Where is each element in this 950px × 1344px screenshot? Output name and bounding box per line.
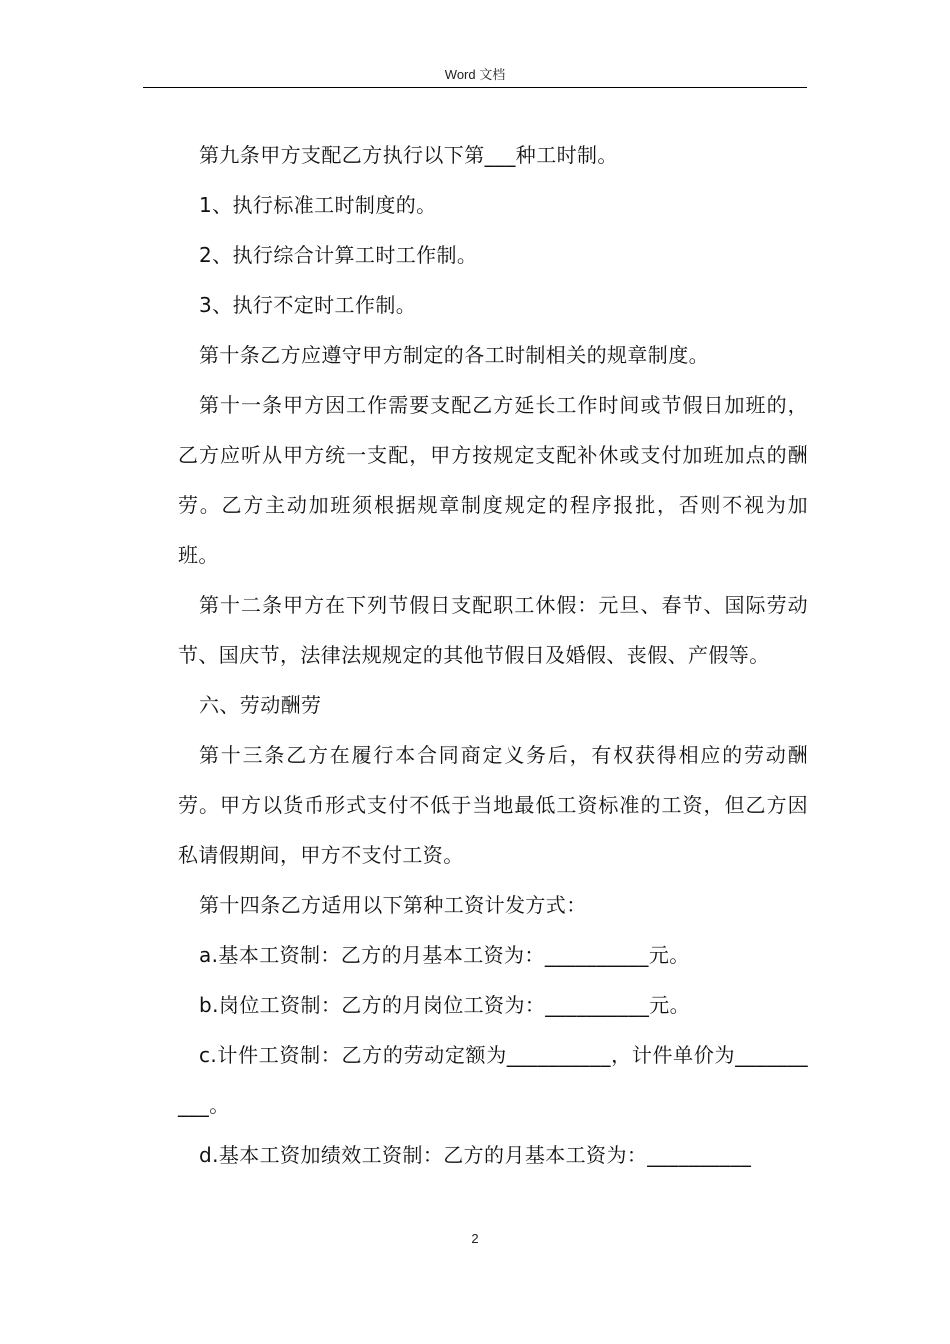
list-item: c.计件工资制：乙方的劳动定额为__________，计件单价为__________。 [178,1043,808,1117]
paragraph: 第十二条甲方在下列节假日支配职工休假：元旦、春节、国际劳动节、国庆节，法律法规规定的其他节假日及婚假、丧假、产假等。 [178,593,808,667]
section-heading: 六、劳动酬劳 [199,693,322,717]
list-item: d.基本工资加绩效工资制：乙方的月基本工资为：__________ [199,1143,752,1167]
paragraph: 第十条乙方应遵守甲方制定的各工时制相关的规章制度。 [199,343,709,367]
paragraph: 第十四条乙方适用以下第种工资计发方式： [199,893,587,917]
list-item: b.岗位工资制：乙方的月岗位工资为：__________元。 [199,993,691,1017]
page-header [143,66,807,84]
page-footer [143,1230,807,1248]
list-item: a.基本工资制：乙方的月基本工资为：__________元。 [199,943,690,967]
list-item: 1、执行标准工时制度的。 [199,193,437,217]
list-item: 3、执行不定时工作制。 [199,293,417,317]
paragraph: 第十三条乙方在履行本合同商定义务后，有权获得相应的劳动酬劳。甲方以货币形式支付不低于当地最低工资标准的工资，但乙方因私请假期间，甲方不支付工资。 [178,743,808,867]
page-number: 2 [471,1231,479,1246]
document-body [178,130,808,1180]
header-title: Word 文档 [444,67,506,82]
paragraph: 第十一条甲方因工作需要支配乙方延长工作时间或节假日加班的，乙方应听从甲方统一支配，甲方按规定支配补休或支付加班加点的酬劳。乙方主动加班须根据规章制度规定的程序报批，否则不视为加班。 [178,393,808,567]
header-divider [143,87,807,88]
list-item: 2、执行综合计算工时工作制。 [199,243,478,267]
paragraph: 第九条甲方支配乙方执行以下第___种工时制。 [199,143,618,167]
